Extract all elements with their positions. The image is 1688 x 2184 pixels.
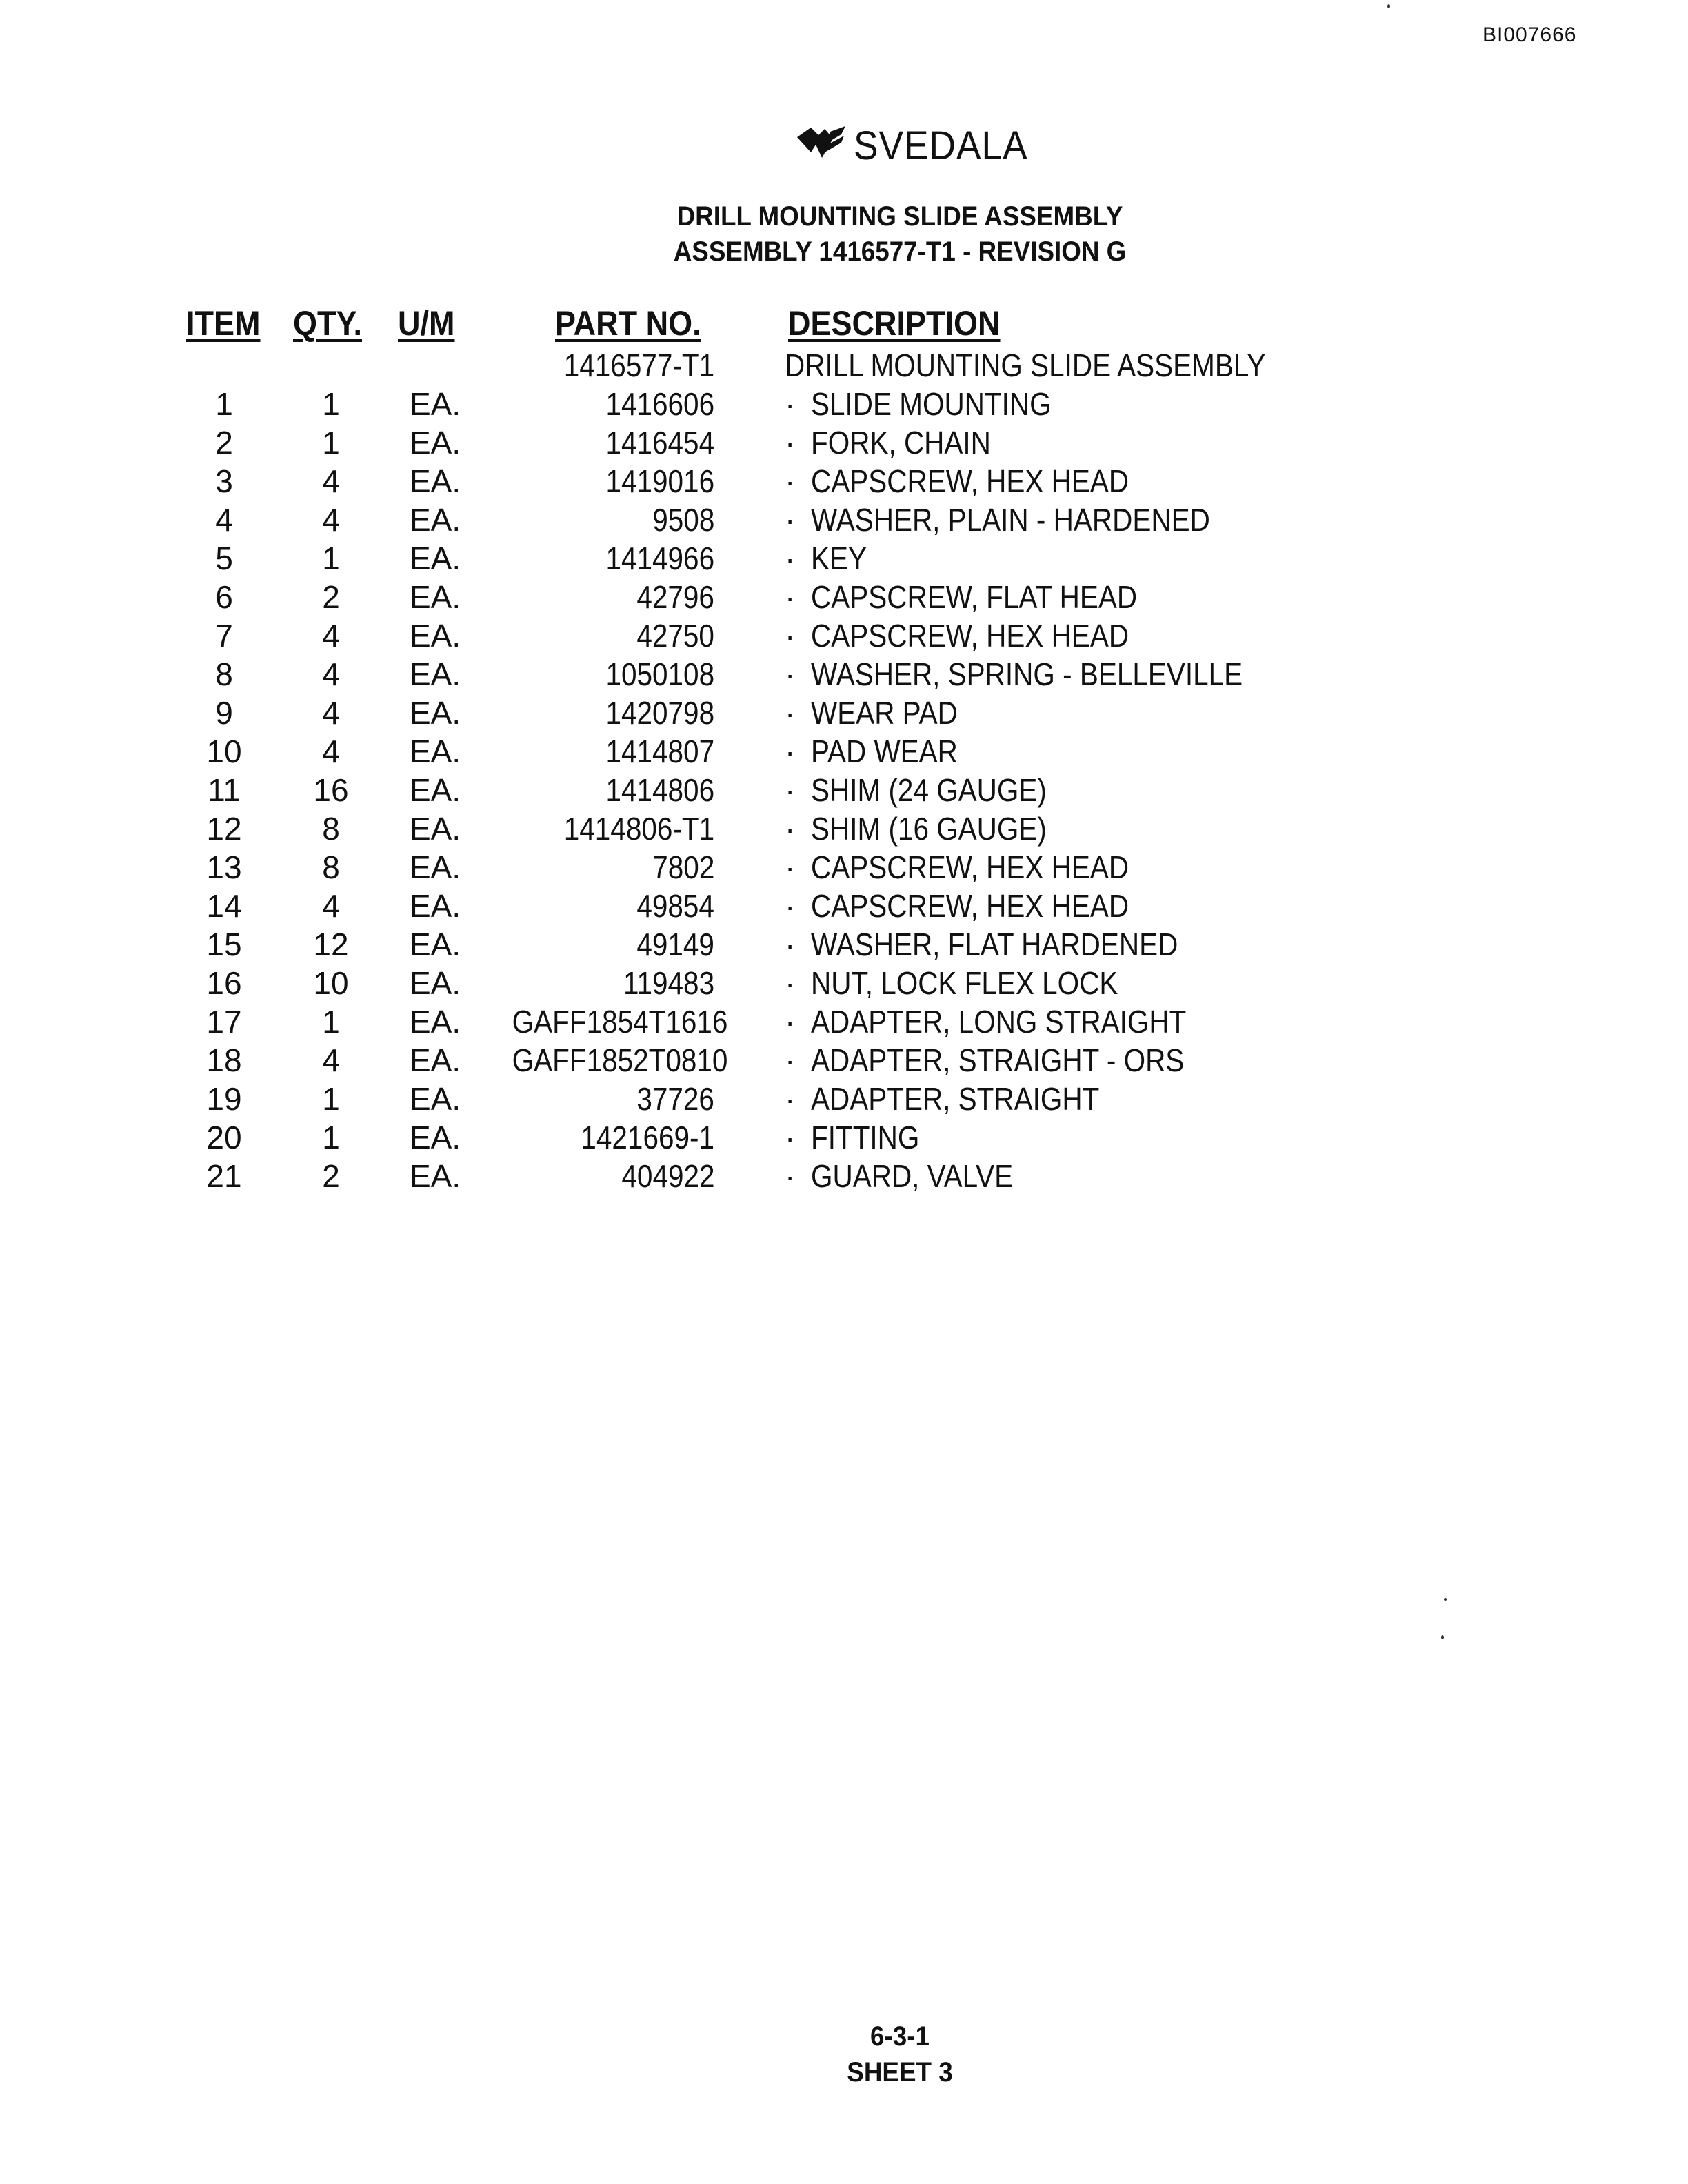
item-number: 18 [206,1042,242,1078]
bullet: · [785,927,796,962]
quantity: 16 [313,772,349,808]
quantity: 1 [322,1004,340,1040]
unit-of-measure: EA. [410,1004,461,1040]
unit-of-measure: EA. [410,656,461,692]
part-number: 1416577-T1 [563,347,714,383]
bullet: · [785,888,796,924]
part-number: 42750 [636,618,714,654]
table-row [0,848,1688,887]
scan-speck [1441,1635,1444,1639]
sheet-number: SHEET 3 [847,2057,953,2087]
page-title: DRILL MOUNTING SLIDE ASSEMBLY [676,201,1123,232]
table-row [0,655,1688,694]
table-row [0,462,1688,501]
part-number: 404922 [621,1158,714,1194]
page-number: 6-3-1 [870,2021,930,2052]
item-number: 14 [206,888,242,924]
table-row [0,578,1688,616]
quantity: 4 [322,618,340,654]
table-row [0,1002,1688,1041]
item-number: 21 [206,1158,242,1194]
quantity: 4 [322,502,340,538]
column-header-description: DESCRIPTION [788,304,1001,343]
logo-text: SVEDALA [854,123,1028,168]
column-header-um: U/M [398,304,455,343]
quantity: 8 [322,849,340,885]
item-number: 15 [206,927,242,962]
quantity: 1 [322,1120,340,1155]
item-number: 19 [206,1081,242,1117]
unit-of-measure: EA. [410,695,461,731]
svedala-logo-icon [793,125,852,166]
document-id: BI007666 [1483,23,1577,46]
item-number: 17 [206,1004,242,1040]
quantity: 4 [322,656,340,692]
unit-of-measure: EA. [410,734,461,769]
unit-of-measure: EA. [410,772,461,808]
bullet: · [785,1042,796,1078]
bullet: · [785,811,796,847]
quantity: 4 [322,1042,340,1078]
table-row [0,423,1688,462]
scan-speck [1444,1598,1447,1601]
quantity: 4 [322,888,340,924]
assembly-subtitle: ASSEMBLY 1416577-T1 - REVISION G [673,236,1127,267]
bullet: · [785,965,796,1001]
description: · WASHER, FLAT HARDENED [785,927,1178,962]
description: · CAPSCREW, HEX HEAD [785,888,1129,924]
description: · CAPSCREW, HEX HEAD [785,849,1129,885]
part-number: 1416606 [605,386,714,422]
unit-of-measure: EA. [410,965,461,1001]
unit-of-measure: EA. [410,463,461,499]
quantity: 4 [322,695,340,731]
item-number: 9 [215,695,233,731]
description: · FITTING [785,1120,920,1155]
bullet: · [785,695,796,731]
table-row [0,694,1688,732]
bullet: · [785,1158,796,1194]
unit-of-measure: EA. [410,1158,461,1194]
table-row [0,1118,1688,1157]
description: · SHIM (24 GAUGE) [785,772,1047,808]
table-row [0,539,1688,578]
bullet: · [785,386,796,422]
part-number: 1416454 [605,425,714,461]
description: · GUARD, VALVE [785,1158,1014,1194]
unit-of-measure: EA. [410,1042,461,1078]
part-number: 1414807 [605,734,714,769]
table-row [0,1080,1688,1118]
table-row [0,887,1688,925]
quantity: 8 [322,811,340,847]
bullet: · [785,579,796,615]
item-number: 20 [206,1120,242,1155]
part-number: 1414806-T1 [563,811,714,847]
svedala-logo [793,119,1043,172]
item-number: 13 [206,849,242,885]
unit-of-measure: EA. [410,425,461,461]
unit-of-measure: EA. [410,811,461,847]
unit-of-measure: EA. [410,502,461,538]
item-number: 4 [215,502,233,538]
part-number: 119483 [623,965,714,1001]
item-number: 1 [215,386,233,422]
part-number: 1420798 [605,695,714,731]
bullet: · [785,502,796,538]
description: · CAPSCREW, HEX HEAD [785,463,1129,499]
description: · WASHER, SPRING - BELLEVILLE [785,656,1243,692]
table-row [0,732,1688,771]
quantity: 1 [322,386,340,422]
description: · FORK, CHAIN [785,425,991,461]
part-number: GAFF1854T1616 [512,1004,728,1040]
bullet: · [785,425,796,461]
unit-of-measure: EA. [410,888,461,924]
table-row [0,1041,1688,1080]
description: · WEAR PAD [785,695,958,731]
bullet: · [785,618,796,654]
part-number: 1414806 [605,772,714,808]
quantity: 1 [322,540,340,576]
part-number: 7802 [652,849,714,885]
unit-of-measure: EA. [410,579,461,615]
scan-speck [1387,4,1390,8]
quantity: 1 [322,425,340,461]
bullet: · [785,849,796,885]
quantity: 2 [322,1158,340,1194]
unit-of-measure: EA. [410,618,461,654]
description: · PAD WEAR [785,734,958,769]
part-number: 1050108 [605,656,714,692]
item-number: 3 [215,463,233,499]
column-header-item: ITEM [186,304,261,343]
unit-of-measure: EA. [410,1120,461,1155]
description: DRILL MOUNTING SLIDE ASSEMBLY [785,347,1266,383]
item-number: 8 [215,656,233,692]
part-number: 49854 [636,888,714,924]
item-number: 12 [206,811,242,847]
unit-of-measure: EA. [410,540,461,576]
bullet: · [785,772,796,808]
part-number: 1414966 [605,540,714,576]
quantity: 2 [322,579,340,615]
description: · ADAPTER, STRAIGHT [785,1081,1100,1117]
part-number: 37726 [636,1081,714,1117]
item-number: 11 [208,772,241,808]
table-row [0,385,1688,423]
description: · SLIDE MOUNTING [785,386,1052,422]
description: · CAPSCREW, HEX HEAD [785,618,1129,654]
bullet: · [785,734,796,769]
bullet: · [785,1004,796,1040]
description: · ADAPTER, LONG STRAIGHT [785,1004,1187,1040]
description: · KEY [785,540,867,576]
part-number: 1421669-1 [581,1120,714,1155]
bullet: · [785,463,796,499]
part-number: 9508 [652,502,714,538]
item-number: 16 [206,965,242,1001]
item-number: 2 [215,425,233,461]
bullet: · [785,656,796,692]
part-number: 49149 [636,927,714,962]
quantity: 10 [313,965,349,1001]
description: · CAPSCREW, FLAT HEAD [785,579,1138,615]
part-number: 42796 [636,579,714,615]
table-row [0,771,1688,809]
table-row [0,501,1688,539]
unit-of-measure: EA. [410,849,461,885]
table-row [0,616,1688,655]
item-number: 5 [215,540,233,576]
unit-of-measure: EA. [410,386,461,422]
quantity: 4 [322,463,340,499]
table-row [0,1157,1688,1195]
table-row [0,964,1688,1002]
description: · ADAPTER, STRAIGHT - ORS [785,1042,1185,1078]
parts-table [0,346,1688,1195]
unit-of-measure: EA. [410,1081,461,1117]
quantity: 12 [313,927,349,962]
column-header-qty: QTY. [293,304,363,343]
description: · SHIM (16 GAUGE) [785,811,1047,847]
table-row [0,809,1688,848]
quantity: 1 [322,1081,340,1117]
bullet: · [785,540,796,576]
bullet: · [785,1120,796,1155]
column-header-part-no: PART NO. [555,304,701,343]
part-number: GAFF1852T0810 [512,1042,728,1078]
item-number: 6 [215,579,233,615]
item-number: 7 [215,618,233,654]
part-number: 1419016 [605,463,714,499]
quantity: 4 [322,734,340,769]
assembly-row [0,346,1688,385]
table-row [0,925,1688,964]
unit-of-measure: EA. [410,927,461,962]
bullet: · [785,1081,796,1117]
description: · NUT, LOCK FLEX LOCK [785,965,1118,1001]
item-number: 10 [206,734,242,769]
description: · WASHER, PLAIN - HARDENED [785,502,1210,538]
